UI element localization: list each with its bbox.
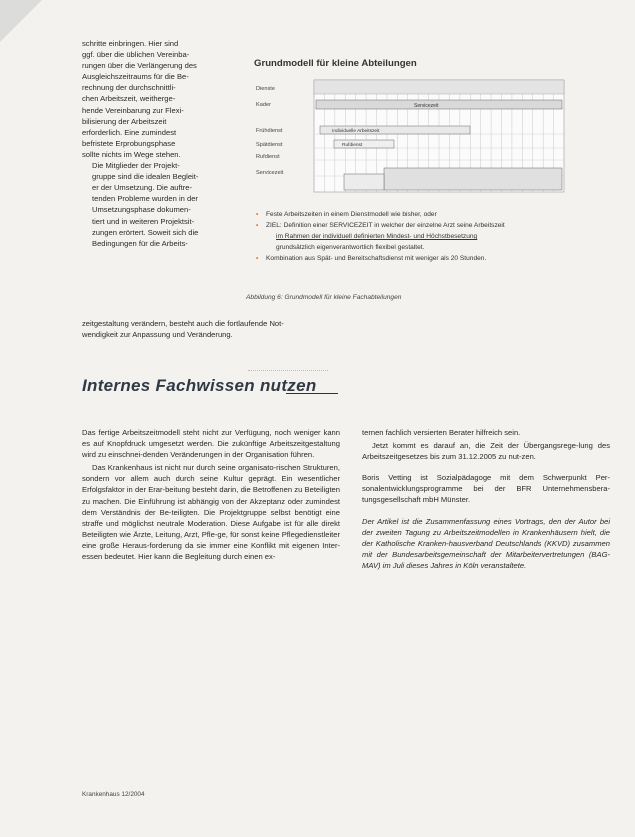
paragraph: Das fertige Arbeitszeitmodell steht nicht zur Verfügung, noch weniger kann es auf Knopfdruck umgesetzt werden. Die zukünftige Arbeitszeitgestaltung wird zu einschnei-denden Veränderungen in der Organisation führen.	[82, 428, 340, 460]
bar-label: Servicezeit	[414, 103, 439, 109]
row-label: Kader	[256, 102, 271, 108]
bullet-icon: •	[256, 222, 259, 229]
text-line: erforderlich. Eine zumindest	[82, 127, 177, 137]
decorative-divider	[248, 370, 328, 371]
bullet-item	[256, 220, 576, 253]
intro-continuation	[82, 318, 340, 340]
service-block	[384, 168, 562, 190]
bullet-icon: •	[256, 211, 259, 218]
text-line: tiert und in weiteren Projektsit-	[92, 216, 195, 226]
text-line: tenden Probleme wurden in der	[92, 194, 198, 204]
row-label: Servicezeit	[256, 170, 284, 176]
section-heading: Internes Fachwissen nutzen	[82, 376, 317, 395]
service-block-step	[344, 174, 384, 190]
intro-column	[82, 38, 232, 249]
bullet-item	[256, 209, 576, 220]
text-line: Ausgleichszeitraums für die Be-	[82, 72, 189, 82]
row-label: Frühdienst	[256, 128, 283, 134]
servicezeit-bar	[316, 100, 562, 109]
text-line: rechnung der durchschnittli-	[82, 83, 176, 93]
intro-paragraph-1	[82, 38, 232, 160]
bar-label: Rufdienst	[342, 143, 363, 148]
row-label: Rufdienst	[256, 154, 280, 160]
text-line: rungen über die Verlängerung des	[82, 61, 197, 71]
bar-label: Individuelle Arbeitszeit	[332, 129, 380, 134]
bullet-icon: •	[256, 255, 259, 262]
bullet-text: Feste Arbeitszeiten in einem Dienstmodell wie bisher, oder	[266, 211, 437, 218]
text-line: ggf. über die üblichen Vereinba-	[82, 50, 190, 60]
figure-bullet-list	[256, 209, 576, 264]
author-note: Boris Vetting ist Sozialpädagoge mit dem Schwerpunkt Per-sonalentwicklungsprogramme bei der BFR Unternehmensbera-tungsgesellschaft mbH Münster.	[362, 473, 610, 505]
text-line: sollte nichts im Wege stehen.	[82, 149, 181, 159]
row-label: Spätdienst	[256, 142, 283, 148]
text-line: er der Umsetzung. Die auftre-	[92, 183, 193, 193]
schedule-grid	[252, 78, 570, 206]
figure-caption: Abbildung 6: Grundmodell für kleine Fachabteilungen	[246, 294, 402, 301]
bullet-subline: im Rahmen der individuell definierten Mindest- und Höchstbesetzung	[276, 233, 478, 240]
figure-title: Grundmodell für kleine Abteilungen	[254, 58, 417, 69]
intro-paragraph-2	[82, 160, 232, 249]
bullet-subline: grundsätzlich eigenverantwortlich flexibel gestaltet.	[276, 244, 425, 251]
text-line: gruppe sind die idealen Begleit-	[92, 172, 199, 182]
main-left-column	[82, 427, 340, 564]
page-footer: Krankenhaus 12/2004	[82, 791, 145, 798]
text-line: zeitgestaltung verändern, besteht auch die fortlaufende Not-	[82, 319, 284, 328]
paragraph: ternen fachlich versierten Berater hilfreich sein.	[362, 428, 521, 437]
text-line: Bedingungen für die Arbeits-	[92, 238, 188, 248]
paragraph: Das Krankenhaus ist nicht nur durch seine organisato-rischen Strukturen, sondern vor allem auch durch seine Kultur geprägt. Ein wesentlicher Erfolgsfaktor in der Erar-beitung besteht darin, die Betroffenen zu Beteiligten zu machen. Die Einführung ist abhängig von der Akzeptanz oder zumindest dem Verständnis der Be-teiligten. Die Projektgruppe selbst benötigt eine straffe und möglichst neutrale Moderation. Diese Aufgabe ist für alle direkt Beteiligten wie Ärzte, Leitung, Arzt, Pfle-ge, für sonst keine Pflegedienstleiter eine große Heraus-forderung da sie immer eine Konflikt mit eigenen Inter-essen bedeutet. Hier kann die Begleitung durch einen ex-	[82, 463, 340, 562]
main-right-column	[362, 427, 610, 573]
text-line: schritte einbringen. Hier sind	[82, 39, 179, 48]
bullet-text: ZIEL: Definition einer SERVICEZEIT in welcher der einzelne Arzt seine Arbeitszeit	[266, 222, 505, 229]
text-line: Die Mitglieder der Projekt-	[92, 161, 180, 171]
text-line: chen Arbeitszeit, weitherge-	[82, 94, 176, 104]
bullet-item	[256, 253, 576, 264]
header-band	[314, 80, 564, 94]
bullet-text: Kombination aus Spät- und Bereitschaftsdienst mit weniger als 20 Stunden.	[266, 255, 487, 262]
text-line: zungen erörtert. Soweit sich die	[92, 227, 199, 237]
figure-grundmodell	[242, 44, 572, 306]
row-label: Dienste	[256, 86, 275, 92]
page-corner-fold	[0, 0, 42, 42]
text-line: wendigkeit zur Anpassung und Veränderung.	[82, 330, 233, 340]
heading-rule	[286, 393, 338, 394]
text-line: befristete Erprobungsphase	[82, 138, 176, 148]
article-note: Der Artikel ist die Zusammenfassung eines Vortrags, den der Autor bei der zweiten Tagung zu Arbeitszeitmodellen in Krankenhäusern hielt, die der Katholische Kranken-hausverband Deutschlands (KKVD) zusammen mit der Bundesarbeitsgemeinschaft der Mitarbeitervertretungen (BAG-MAV) im Juli dieses Jahres in Köln veranstaltete.	[362, 516, 610, 570]
text-line: Umsetzungsphase dokumen-	[92, 205, 191, 215]
text-line: bilisierung der Arbeitszeit	[82, 116, 167, 126]
paragraph: Jetzt kommt es darauf an, die Zeit der Übergangsrege-lung des Arbeitszeitgesetzes bis zum 31.12.2005 zu nut-zen.	[362, 441, 610, 462]
text-line: hende Vereinbarung zur Flexi-	[82, 105, 184, 115]
